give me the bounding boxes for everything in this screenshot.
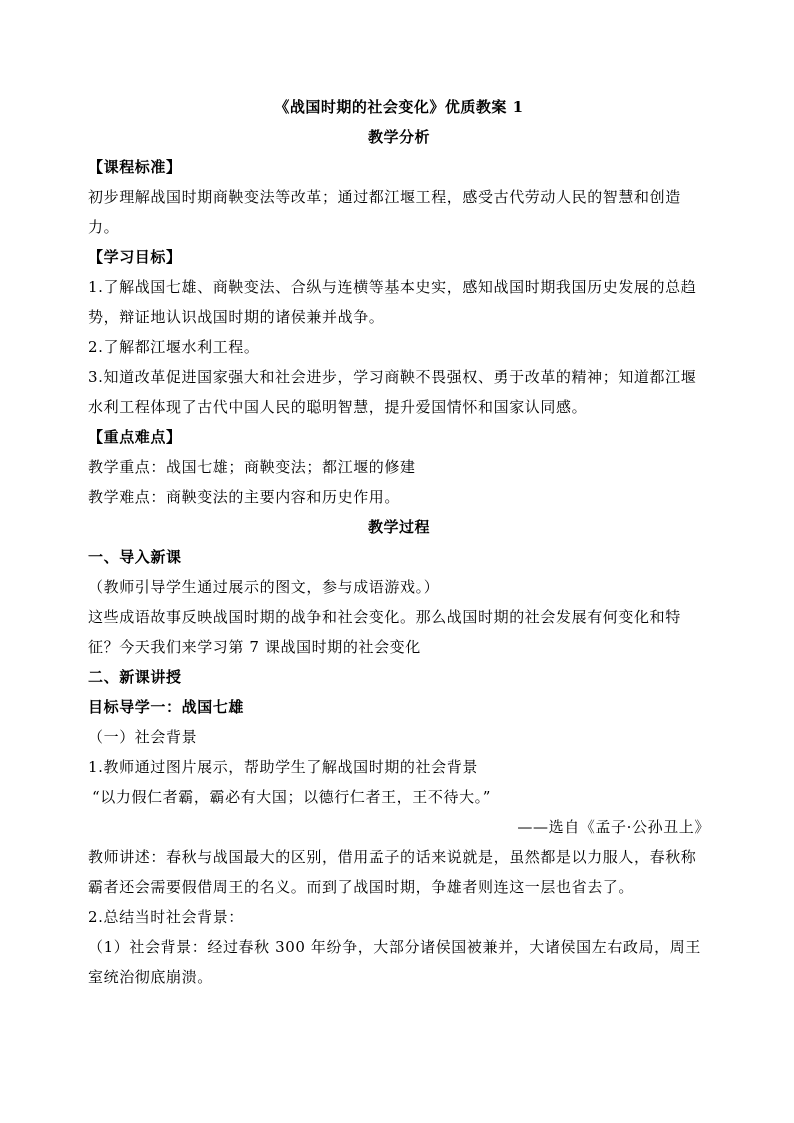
item-2: 2.总结当时社会背景： bbox=[88, 908, 244, 926]
goal-guide-1: 目标导学一：战国七雄 bbox=[88, 698, 245, 716]
heading-curriculum-standard: 【课程标准】 bbox=[88, 158, 182, 176]
mencius-quote: “以力假仁者霸，霸必有大国；以德行仁者王，王不待大。” bbox=[92, 788, 492, 806]
quote-source: ——选自《孟子·公孙丑上》 bbox=[517, 818, 710, 836]
section-title-process: 教学过程 bbox=[367, 518, 430, 536]
learning-goal-3: 3.知道改革促进国家强大和社会进步，学习商鞅不畏强权、勇于改革的精神；知道都江堰水利工程体现了古代中国人民的聪明智慧，提升爱国情怀和国家认同感。 bbox=[88, 368, 697, 416]
heading-new-lesson: 二、新课讲授 bbox=[88, 668, 182, 686]
document-page bbox=[88, 92, 710, 992]
introduction-text: 这些成语故事反映战国时期的战争和社会变化。那么战国时期的社会发展有何变化和特征？今天我们来学习第 7 课战国时期的社会变化 bbox=[88, 608, 681, 656]
introduction-note: （教师引导学生通过展示的图文，参与成语游戏。） bbox=[88, 578, 440, 596]
heading-learning-goals: 【学习目标】 bbox=[88, 248, 182, 266]
item-2-1: （1）社会背景：经过春秋 300 年纷争，大部分诸侯国被兼并，大诸侯国左右政局，周王室统治彻底崩溃。 bbox=[88, 938, 701, 986]
item-1: 1.教师通过图片展示，帮助学生了解战国时期的社会背景 bbox=[88, 758, 478, 776]
document-title: 《战国时期的社会变化》优质教案 1 bbox=[274, 98, 524, 116]
paragraph-curriculum-standard: 初步理解战国时期商鞅变法等改革；通过都江堰工程，感受古代劳动人民的智慧和创造力。 bbox=[88, 188, 681, 236]
learning-goal-2: 2.了解都江堰水利工程。 bbox=[88, 338, 260, 356]
key-point: 教学重点：战国七雄；商鞅变法；都江堰的修建 bbox=[88, 458, 416, 476]
subsection-background: （一）社会背景 bbox=[88, 728, 198, 746]
section-title-analysis: 教学分析 bbox=[367, 128, 430, 146]
heading-key-difficult-points: 【重点难点】 bbox=[88, 428, 182, 446]
learning-goal-1: 1.了解战国七雄、商鞅变法、合纵与连横等基本史实，感知战国时期我国历史发展的总趋势，辩证地认识战国时期的诸侯兼并战争。 bbox=[88, 278, 697, 326]
teacher-talk: 教师讲述：春秋与战国最大的区别，借用孟子的话来说就是，虽然都是以力服人，春秋称霸者还会需要假借周王的名义。而到了战国时期，争雄者则连这一层也省去了。 bbox=[88, 848, 697, 896]
heading-introduction: 一、导入新课 bbox=[88, 548, 182, 566]
difficult-point: 教学难点：商鞅变法的主要内容和历史作用。 bbox=[88, 488, 401, 506]
